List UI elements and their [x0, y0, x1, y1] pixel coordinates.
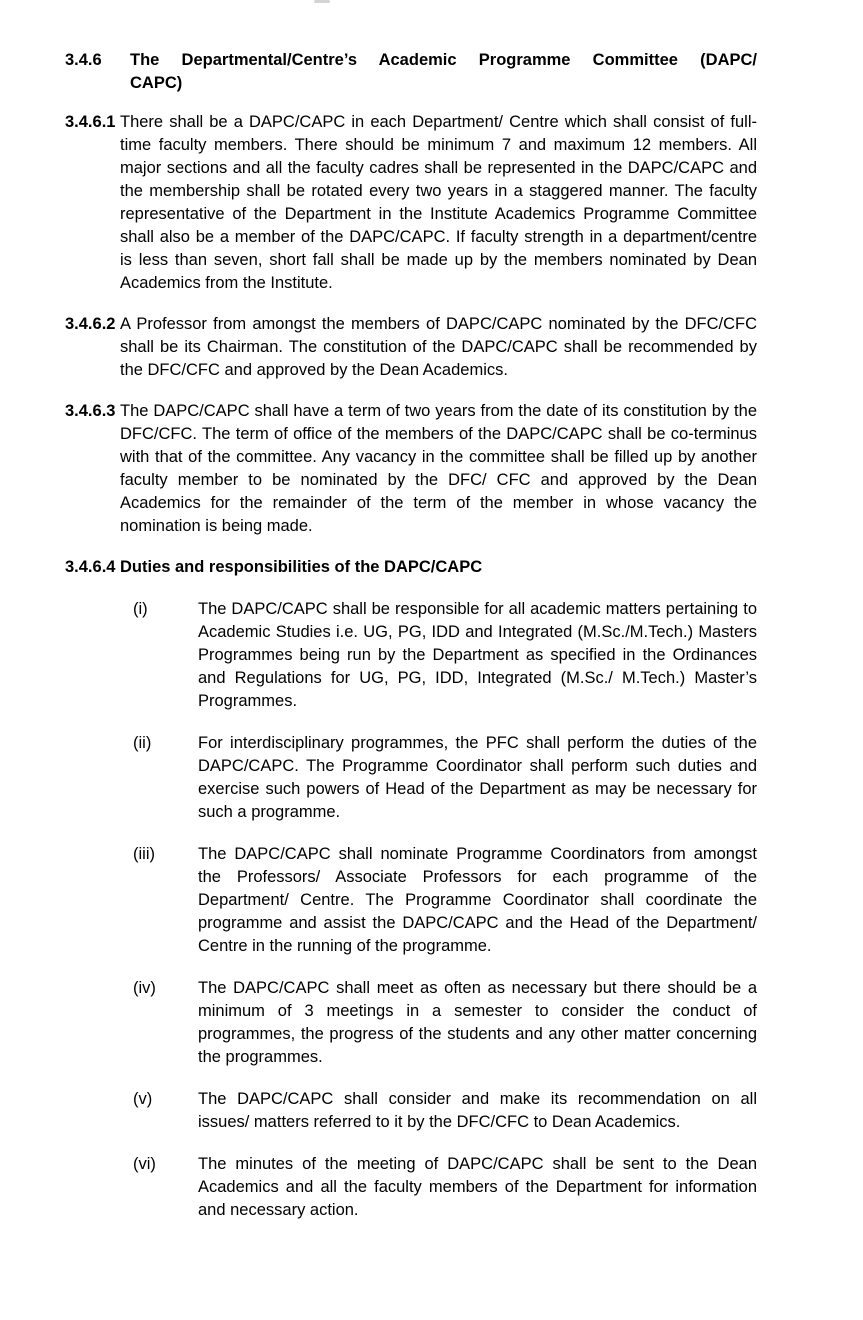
duty-item-iii: [65, 843, 757, 958]
subsection-heading-duties: [65, 556, 757, 579]
clause-text: The DAPC/CAPC shall have a term of two years from the date of its constitution by the DFC/CFC. The term of office of the members of the DAPC/CAPC shall be co-terminus with that of the committee. Any vacancy in the committee shall be filled up by another faculty member to be nominated by the DFC/ CFC and approved by the Dean Academics for the remainder of the term of the member in whose vacancy the nomination is being made.: [120, 402, 757, 535]
clause-number: 3.4.6.2: [65, 315, 116, 333]
list-item-text: The DAPC/CAPC shall consider and make its recommendation on all issues/ matters referred to it by the DFC/CFC to Dean Academics.: [198, 1090, 757, 1131]
list-item-label: (iii): [133, 845, 155, 863]
clause-text: A Professor from amongst the members of DAPC/CAPC nominated by the DFC/CFC shall be its Chairman. The constitution of the DAPC/CAPC shall be recommended by the DFC/CFC and approved by the Dean Academics.: [120, 315, 757, 379]
list-item-text: The DAPC/CAPC shall meet as often as necessary but there should be a minimum of 3 meetings in a semester to consider the conduct of programmes, the progress of the students and any other matter concerning the programmes.: [198, 979, 757, 1066]
clause-number: 3.4.6.3: [65, 402, 116, 420]
clause-3-4-6-1: [65, 111, 757, 295]
list-item-label: (iv): [133, 979, 156, 997]
clause-text: There shall be a DAPC/CAPC in each Department/ Centre which shall consist of full-time faculty members. There should be minimum 7 and maximum 12 members. All major sections and all the faculty cadres shall be represented in the DAPC/CAPC and the membership shall be rotated every two years in a staggered manner. The faculty representative of the Department in the Institute Academics Programme Committee shall also be a member of the DAPC/CAPC. If faculty strength in a department/centre is less than seven, short fall shall be made up by the members nominated by Dean Academics from the Institute.: [120, 113, 757, 292]
clause-number: 3.4.6.1: [65, 113, 116, 131]
list-item-text: For interdisciplinary programmes, the PFC shall perform the duties of the DAPC/CAPC. The Programme Coordinator shall perform such duties and exercise such powers of Head of the Department as may be necessary for such a programme.: [198, 734, 757, 821]
clause-number: 3.4.6.4: [65, 558, 116, 576]
duties-list: [65, 598, 757, 1222]
clause-3-4-6-2: [65, 313, 757, 382]
section-number: 3.4.6: [65, 51, 102, 69]
list-item-label: (ii): [133, 734, 152, 752]
list-item-label: (v): [133, 1090, 153, 1108]
list-item-text: The DAPC/CAPC shall nominate Programme Coordinators from amongst the Professors/ Associate Professors for each programme of the Department/ Centre. The Programme Coordinator shall coordinate the programme and assist the DAPC/CAPC and the Head of the Department/ Centre in the running of the programme.: [198, 845, 757, 955]
list-item-label: (i): [133, 600, 148, 618]
duty-item-iv: [65, 977, 757, 1069]
section-title-line-1: The Departmental/Centre’s Academic Programme Committee (DAPC/: [130, 51, 757, 69]
duty-item-i: [65, 598, 757, 713]
list-item-text: The DAPC/CAPC shall be responsible for all academic matters pertaining to Academic Studies i.e. UG, PG, IDD and Integrated (M.Sc./M.Tech.) Masters Programmes being run by the Department as specified in the Ordinances and Regulations for UG, PG, IDD, Integrated (M.Sc./ M.Tech.) Master’s Programmes.: [198, 600, 757, 710]
subsection-title: Duties and responsibilities of the DAPC/CAPC: [120, 558, 483, 576]
clause-3-4-6-3: [65, 400, 757, 538]
duty-item-ii: [65, 732, 757, 824]
list-item-text: The minutes of the meeting of DAPC/CAPC shall be sent to the Dean Academics and all the faculty members of the Department for information and necessary action.: [198, 1155, 757, 1219]
section-heading: [65, 49, 757, 95]
page-top-artifact: [314, 0, 330, 3]
page-content: [65, 49, 757, 1222]
section-title-line-2: CAPC): [130, 74, 183, 92]
duty-item-v: [65, 1088, 757, 1134]
duty-item-vi: [65, 1153, 757, 1222]
list-item-label: (vi): [133, 1155, 156, 1173]
